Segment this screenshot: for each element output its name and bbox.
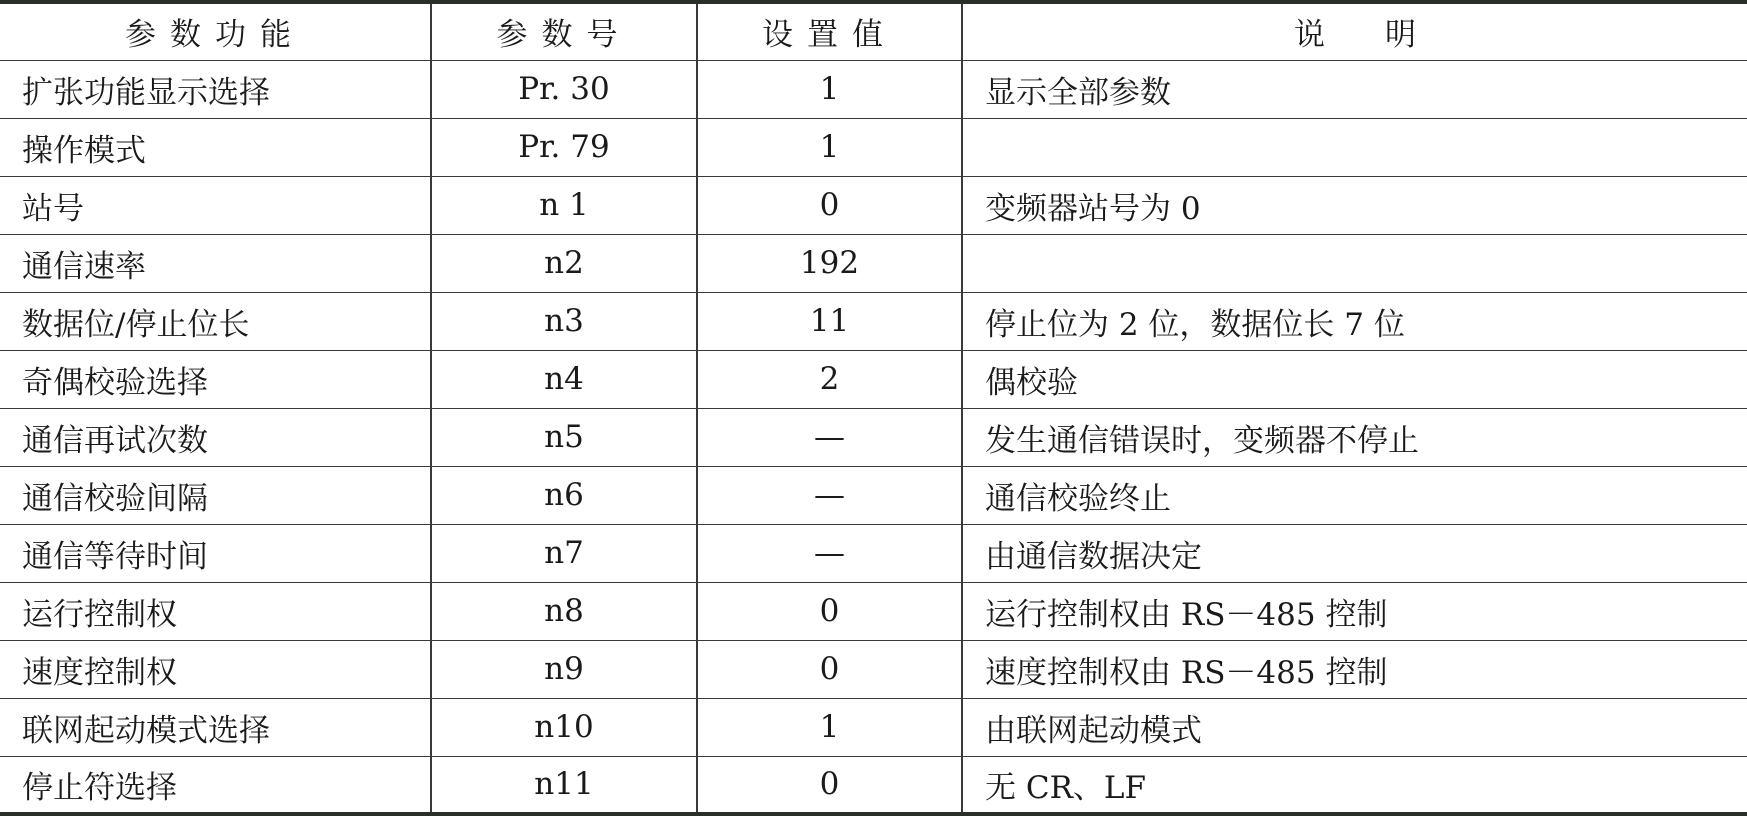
- header-set-value: 设置值: [697, 2, 962, 60]
- table-row: [0, 350, 1747, 408]
- table-row: [0, 408, 1747, 466]
- cell-function: 联网起动模式选择: [0, 698, 431, 756]
- cell-param: n5: [431, 408, 697, 466]
- cell-function: 通信速率: [0, 234, 431, 292]
- table-row: [0, 118, 1747, 176]
- cell-param: n11: [431, 756, 697, 814]
- cell-value: 2: [697, 350, 962, 408]
- cell-param: n9: [431, 640, 697, 698]
- cell-value: 192: [697, 234, 962, 292]
- table-row: [0, 466, 1747, 524]
- cell-value: 1: [697, 698, 962, 756]
- cell-param: n7: [431, 524, 697, 582]
- table-row: [0, 640, 1747, 698]
- cell-function: 通信再试次数: [0, 408, 431, 466]
- cell-param: n8: [431, 582, 697, 640]
- cell-value: 1: [697, 60, 962, 118]
- table-body: [0, 60, 1747, 814]
- cell-param: Pr. 79: [431, 118, 697, 176]
- table-row: [0, 524, 1747, 582]
- cell-description: 运行控制权由 RS－485 控制: [962, 582, 1747, 640]
- table-row: [0, 582, 1747, 640]
- cell-description: 停止位为 2 位，数据位长 7 位: [962, 292, 1747, 350]
- cell-description: [962, 118, 1747, 176]
- cell-function: 奇偶校验选择: [0, 350, 431, 408]
- cell-function: 站号: [0, 176, 431, 234]
- table-row: [0, 60, 1747, 118]
- table-header: [0, 2, 1747, 60]
- table-row: [0, 698, 1747, 756]
- cell-description: 由联网起动模式: [962, 698, 1747, 756]
- cell-value: 0: [697, 756, 962, 814]
- cell-param: n3: [431, 292, 697, 350]
- cell-param: n6: [431, 466, 697, 524]
- cell-value: 11: [697, 292, 962, 350]
- cell-description: 速度控制权由 RS－485 控制: [962, 640, 1747, 698]
- cell-function: 数据位/停止位长: [0, 292, 431, 350]
- cell-value: 0: [697, 582, 962, 640]
- cell-function: 运行控制权: [0, 582, 431, 640]
- cell-value: 0: [697, 640, 962, 698]
- cell-function: 通信等待时间: [0, 524, 431, 582]
- table-row: [0, 756, 1747, 814]
- header-row: [0, 2, 1747, 60]
- header-param-number: 参数号: [431, 2, 697, 60]
- cell-function: 速度控制权: [0, 640, 431, 698]
- cell-value: 0: [697, 176, 962, 234]
- header-description: 说明: [962, 2, 1747, 60]
- cell-description: 发生通信错误时，变频器不停止: [962, 408, 1747, 466]
- cell-description: 通信校验终止: [962, 466, 1747, 524]
- cell-param: Pr. 30: [431, 60, 697, 118]
- cell-function: 停止符选择: [0, 756, 431, 814]
- cell-description: 无 CR、LF: [962, 756, 1747, 814]
- cell-value: 1: [697, 118, 962, 176]
- cell-description: 由通信数据决定: [962, 524, 1747, 582]
- cell-value: —: [697, 466, 962, 524]
- table-row: [0, 176, 1747, 234]
- cell-value: —: [697, 408, 962, 466]
- cell-description: [962, 234, 1747, 292]
- cell-param: n2: [431, 234, 697, 292]
- table-row: [0, 292, 1747, 350]
- cell-description: 变频器站号为 0: [962, 176, 1747, 234]
- cell-function: 扩张功能显示选择: [0, 60, 431, 118]
- cell-description: 偶校验: [962, 350, 1747, 408]
- cell-description: 显示全部参数: [962, 60, 1747, 118]
- cell-function: 操作模式: [0, 118, 431, 176]
- table-row: [0, 234, 1747, 292]
- cell-function: 通信校验间隔: [0, 466, 431, 524]
- cell-param: n4: [431, 350, 697, 408]
- cell-param: n 1: [431, 176, 697, 234]
- cell-value: —: [697, 524, 962, 582]
- header-function: 参数功能: [0, 2, 431, 60]
- cell-param: n10: [431, 698, 697, 756]
